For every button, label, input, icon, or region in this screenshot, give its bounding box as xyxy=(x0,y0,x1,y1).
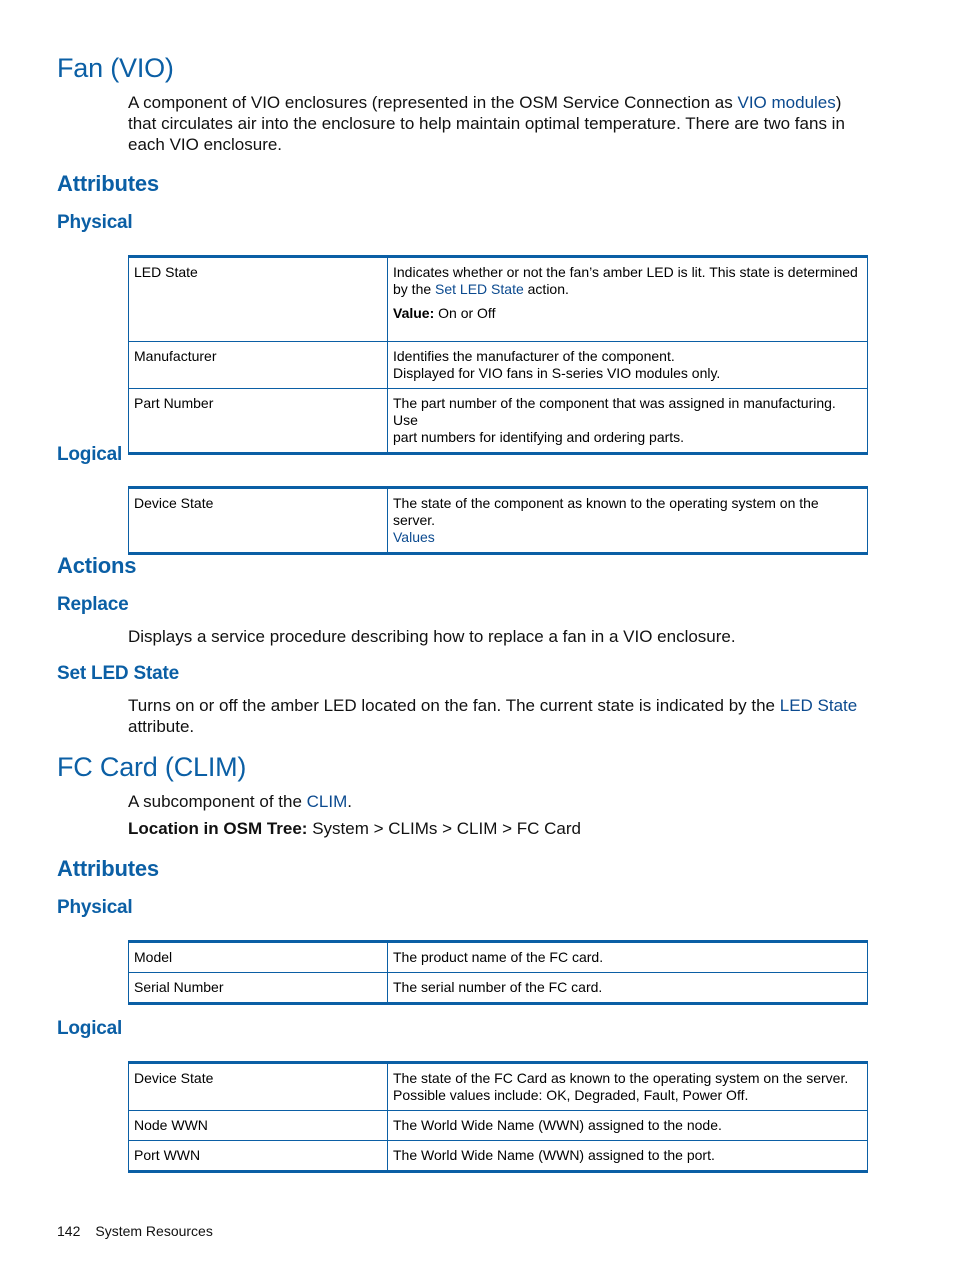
fc-logical-heading: Logical xyxy=(57,1018,123,1039)
attribute-description xyxy=(388,257,868,342)
fc-intro-period: . xyxy=(347,792,352,811)
attribute-description xyxy=(388,389,868,454)
fc-intro xyxy=(128,791,888,812)
fan-actions-heading: Actions xyxy=(57,553,137,578)
fan-intro-text-close: ) xyxy=(835,93,842,112)
fan-logical-table xyxy=(128,486,868,555)
clim-link[interactable]: CLIM xyxy=(306,792,348,811)
table-row xyxy=(129,1063,868,1111)
table-row xyxy=(129,1111,868,1141)
attribute-name: Manufacturer xyxy=(129,342,388,389)
attribute-desc-line: The part number of the component that was assigned in manufacturing. Use xyxy=(393,395,836,428)
fc-intro-text: A subcomponent of the xyxy=(128,792,307,811)
values-link[interactable]: Values xyxy=(393,529,435,545)
fan-physical-table xyxy=(128,255,868,455)
replace-heading: Replace xyxy=(57,594,129,615)
attribute-desc-line: The state of the component as known to the operating system on the server. xyxy=(393,495,819,528)
section-title-fan-vio: Fan (VIO) xyxy=(57,53,174,83)
attribute-description: The World Wide Name (WWN) assigned to the port. xyxy=(388,1141,868,1172)
attribute-name: Port WWN xyxy=(129,1141,388,1172)
attribute-description: The serial number of the FC card. xyxy=(388,973,868,1004)
footer-section-title: System Resources xyxy=(95,1223,213,1239)
section-title-fc-card: FC Card (CLIM) xyxy=(57,752,247,782)
location-value: System > CLIMs > CLIM > FC Card xyxy=(307,819,581,838)
fan-intro-line3: each VIO enclosure. xyxy=(128,135,283,154)
table-row xyxy=(129,1141,868,1172)
fan-intro-line2: that circulates air into the enclosure to help maintain optimal temperature. There are two fans in xyxy=(128,114,845,133)
table-row xyxy=(129,257,868,342)
fc-physical-table xyxy=(128,940,868,1005)
fc-physical-heading: Physical xyxy=(57,897,133,918)
attribute-desc-line: Identifies the manufacturer of the component. xyxy=(393,348,675,364)
attribute-description xyxy=(388,488,868,554)
attribute-desc-line: Possible values include: OK, Degraded, Fault, Power Off. xyxy=(393,1087,749,1103)
attribute-description: The product name of the FC card. xyxy=(388,942,868,973)
fc-attributes-heading: Attributes xyxy=(57,856,159,881)
fan-logical-heading: Logical xyxy=(57,444,123,465)
attribute-name: Part Number xyxy=(129,389,388,454)
page-footer xyxy=(57,1223,213,1239)
replace-description: Displays a service procedure describing how to replace a fan in a VIO enclosure. xyxy=(128,627,736,646)
fan-intro xyxy=(128,92,888,155)
attribute-name: Serial Number xyxy=(129,973,388,1004)
table-row xyxy=(129,488,868,554)
attribute-name: Device State xyxy=(129,488,388,554)
attribute-description xyxy=(388,1063,868,1111)
table-row xyxy=(129,342,868,389)
fan-intro-text: A component of VIO enclosures (represented in the OSM Service Connection as xyxy=(128,93,738,112)
table-row xyxy=(129,973,868,1004)
attribute-desc-line: part numbers for identifying and ordering parts. xyxy=(393,429,685,445)
led-state-link[interactable]: LED State xyxy=(779,696,858,715)
fc-logical-table xyxy=(128,1061,868,1173)
attribute-desc-text: by the xyxy=(393,281,436,297)
attribute-desc-text: action. xyxy=(523,281,569,297)
set-led-text: Turns on or off the amber LED located on the fan. The current state is indicated by the xyxy=(128,696,780,715)
attribute-description: The World Wide Name (WWN) assigned to the node. xyxy=(388,1111,868,1141)
value-text: On or Off xyxy=(434,305,496,321)
table-row xyxy=(129,942,868,973)
attribute-name: Model xyxy=(129,942,388,973)
location-label: Location in OSM Tree: xyxy=(128,819,308,838)
set-led-state-heading: Set LED State xyxy=(57,663,179,684)
attribute-desc-line: The state of the FC Card as known to the operating system on the server. xyxy=(393,1070,849,1086)
page-number: 142 xyxy=(57,1223,81,1239)
attribute-name: Device State xyxy=(129,1063,388,1111)
fan-attributes-heading: Attributes xyxy=(57,171,159,196)
set-led-line2: attribute. xyxy=(128,717,195,736)
table-row xyxy=(129,389,868,454)
attribute-name: Node WWN xyxy=(129,1111,388,1141)
set-led-state-description xyxy=(128,695,888,737)
attribute-desc-line: Displayed for VIO fans in S-series VIO modules only. xyxy=(393,365,721,381)
fan-physical-heading: Physical xyxy=(57,212,133,233)
attribute-description xyxy=(388,342,868,389)
value-label: Value: xyxy=(393,305,435,321)
fc-location xyxy=(128,818,888,839)
attribute-desc-line: Indicates whether or not the fan’s amber LED is lit. This state is determined xyxy=(393,264,858,280)
set-led-state-link[interactable]: Set LED State xyxy=(435,281,524,297)
attribute-name: LED State xyxy=(129,257,388,342)
vio-modules-link[interactable]: VIO modules xyxy=(737,93,836,112)
